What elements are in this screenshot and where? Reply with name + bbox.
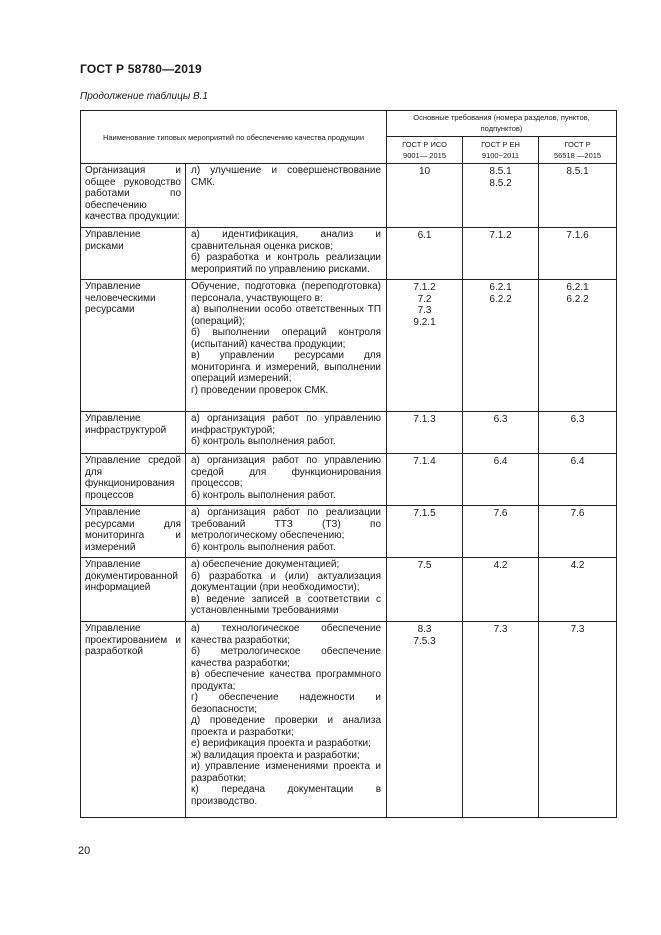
- requirement-refs-en: [463, 558, 539, 622]
- table-row: [81, 280, 617, 412]
- activity-title: Управление человеческими ресурсами: [81, 280, 186, 412]
- requirement-ref: 7.5.3: [413, 635, 436, 647]
- requirement-ref: 7.1.2: [489, 230, 512, 241]
- page-number: 20: [78, 845, 91, 857]
- requirement-refs-en: [463, 412, 539, 454]
- requirement-ref: 6.2.1: [566, 282, 589, 293]
- activity-item: а) технологическое обеспечение качества разработки;: [191, 623, 382, 646]
- requirement-ref: 6.2.1: [489, 282, 512, 293]
- activity-item: д) проведение проверки и анализа проекта и разработки;: [191, 715, 382, 738]
- requirement-refs-r: [539, 228, 617, 280]
- activity-list: [186, 228, 387, 280]
- table-row: [81, 228, 617, 280]
- activity-item: и) управление изменениями проекта и разработки;: [191, 761, 382, 784]
- activity-item: б) контроль выполнения работ.: [191, 436, 336, 447]
- requirement-ref: 8.5.1: [566, 166, 589, 177]
- activity-item: б) выполнении операций контроля (испытаний) качества продукции;: [191, 327, 382, 350]
- requirement-refs-iso: [387, 412, 463, 454]
- activity-title: Организация и общее руководство работами по обеспечению качества продукции:: [81, 164, 186, 228]
- table-row: [81, 558, 617, 622]
- standard-header-iso: ГОСТ Р ИСО 9001— 2015: [387, 137, 463, 164]
- requirement-ref: 7.2: [417, 293, 432, 305]
- requirement-ref: 7.1.5: [413, 508, 436, 519]
- requirement-ref: 7.5: [417, 560, 432, 571]
- requirement-refs-en: [463, 454, 539, 506]
- activity-item: а) обеспечение документацией;: [191, 559, 340, 570]
- requirement-ref: 7.3: [417, 305, 432, 316]
- table-row: [81, 454, 617, 506]
- requirement-refs-en: [463, 228, 539, 280]
- activities-column-header: Наименование типовых мероприятий по обеспечению качества продукции: [81, 111, 387, 164]
- requirement-refs-r: [539, 454, 617, 506]
- activity-item: б) разработка и контроль реализации мероприятий по управлению рисками.: [191, 252, 382, 275]
- table-row: [81, 164, 617, 228]
- requirement-refs-iso: [387, 228, 463, 280]
- activity-item: а) выполнении особо ответственных ТП (операций);: [191, 304, 382, 327]
- activity-item: а) организация работ по управлению инфраструктурой;: [191, 413, 382, 436]
- requirement-ref: 7.3: [570, 624, 585, 635]
- activity-item: б) разработка и (или) актуализация документации (при необходимости);: [191, 570, 382, 593]
- requirement-refs-en: [463, 280, 539, 412]
- requirement-refs-iso: [387, 454, 463, 506]
- document-code: ГОСТ Р 58780—2019: [80, 62, 202, 76]
- requirement-ref: 8.3: [417, 624, 432, 635]
- requirement-refs-r: [539, 622, 617, 818]
- activity-item: г) проведении проверок СМК.: [191, 384, 329, 396]
- activity-title: Управление средой для функционирования процессов: [81, 454, 186, 506]
- activity-item: а) организация работ по управлению средой для функционирования процессов;: [191, 455, 382, 489]
- requirement-refs-r: [539, 558, 617, 622]
- table-row: [81, 506, 617, 558]
- requirements-group-header: Основные требования (номера разделов, пунктов, подпунктов): [387, 111, 617, 137]
- activity-title: Управление рисками: [81, 228, 186, 280]
- requirement-refs-iso: [387, 506, 463, 558]
- requirement-ref: 8.5.1: [489, 166, 512, 177]
- requirement-ref: 6.3: [493, 414, 508, 425]
- requirement-ref: 6.4: [570, 456, 585, 467]
- requirement-ref: 7.1.3: [413, 414, 436, 425]
- activity-title: Управление инфраструктурой: [81, 412, 186, 454]
- standard-header-en: ГОСТ Р ЕН 9100−2011: [463, 137, 539, 164]
- requirement-ref: 7.1.4: [413, 456, 436, 467]
- activity-list: [186, 412, 387, 454]
- requirement-ref: 6.1: [417, 230, 432, 241]
- activity-item: в) управлении ресурсами для мониторинга и измерений, выполнении операций измерений;: [191, 350, 382, 384]
- activity-item: Обучение, подготовка (переподготовка) персонала, участвующего в:: [191, 281, 382, 304]
- activity-item: к) передача документации в производство.: [191, 784, 382, 807]
- activity-item: а) идентификация, анализ и сравнительная оценка рисков;: [191, 229, 382, 252]
- activity-list: [186, 164, 387, 228]
- activity-item: л) улучшение и совершенствование СМК.: [191, 165, 382, 188]
- activity-item: в) обеспечение качества программного продукта;: [191, 669, 382, 692]
- activity-list: [186, 558, 387, 622]
- requirement-ref: 6.3: [570, 414, 585, 425]
- requirements-table: [80, 110, 617, 818]
- requirement-refs-iso: [387, 622, 463, 818]
- requirement-ref: 4.2: [493, 560, 508, 571]
- requirement-ref: 7.6: [570, 508, 585, 519]
- activity-item: б) контроль выполнения работ.: [191, 489, 336, 501]
- requirement-refs-r: [539, 506, 617, 558]
- requirement-refs-en: [463, 622, 539, 818]
- requirement-refs-en: [463, 506, 539, 558]
- activity-list: [186, 454, 387, 506]
- activity-title: Управление проектированием и разработкой: [81, 622, 186, 818]
- table-row: [81, 412, 617, 454]
- requirement-ref: 7.1.6: [566, 230, 589, 241]
- requirement-refs-r: [539, 412, 617, 454]
- requirement-ref: 8.5.2: [489, 177, 512, 189]
- requirement-ref: 6.2.2: [489, 293, 512, 305]
- requirement-refs-iso: [387, 280, 463, 412]
- requirement-refs-en: [463, 164, 539, 228]
- activity-item: б) контроль выполнения работ.: [191, 541, 336, 553]
- requirement-ref: 4.2: [570, 560, 585, 571]
- table-row: [81, 622, 617, 818]
- activity-title: Управление ресурсами для мониторинга и измерений: [81, 506, 186, 558]
- activity-item: г) обеспечение надежности и безопасности;: [191, 692, 382, 715]
- activity-list: [186, 280, 387, 412]
- requirement-refs-r: [539, 280, 617, 412]
- activity-list: [186, 506, 387, 558]
- requirement-ref: 7.6: [493, 508, 508, 519]
- requirement-ref: 6.4: [493, 456, 508, 467]
- activity-item: а) организация работ по реализации требований ТТЗ (ТЗ) по метрологическому обеспечению;: [191, 507, 382, 541]
- requirement-refs-iso: [387, 558, 463, 622]
- table-header-row: [81, 111, 617, 137]
- activity-list: [186, 622, 387, 818]
- requirement-ref: 9.2.1: [413, 316, 436, 328]
- requirement-ref: 7.3: [493, 624, 508, 635]
- requirement-ref: 10: [418, 166, 431, 177]
- table-caption: Продолжение таблицы В.1: [80, 91, 208, 102]
- activity-item: в) ведение записей в соответствии с установленными требованиями: [191, 593, 382, 616]
- activity-item: б) метрологическое обеспечение качества разработки;: [191, 646, 382, 669]
- standard-header-r: ГОСТ Р 56518 —2015: [539, 137, 617, 164]
- activity-item: е) верификация проекта и разработки;: [191, 738, 371, 749]
- requirement-ref: 7.1.2: [413, 282, 436, 293]
- requirement-ref: 6.2.2: [566, 293, 589, 305]
- requirement-refs-r: [539, 164, 617, 228]
- requirement-refs-iso: [387, 164, 463, 228]
- activity-title: Управление документированной информацией: [81, 558, 186, 622]
- activity-item: ж) валидация проекта и разработки;: [191, 749, 360, 761]
